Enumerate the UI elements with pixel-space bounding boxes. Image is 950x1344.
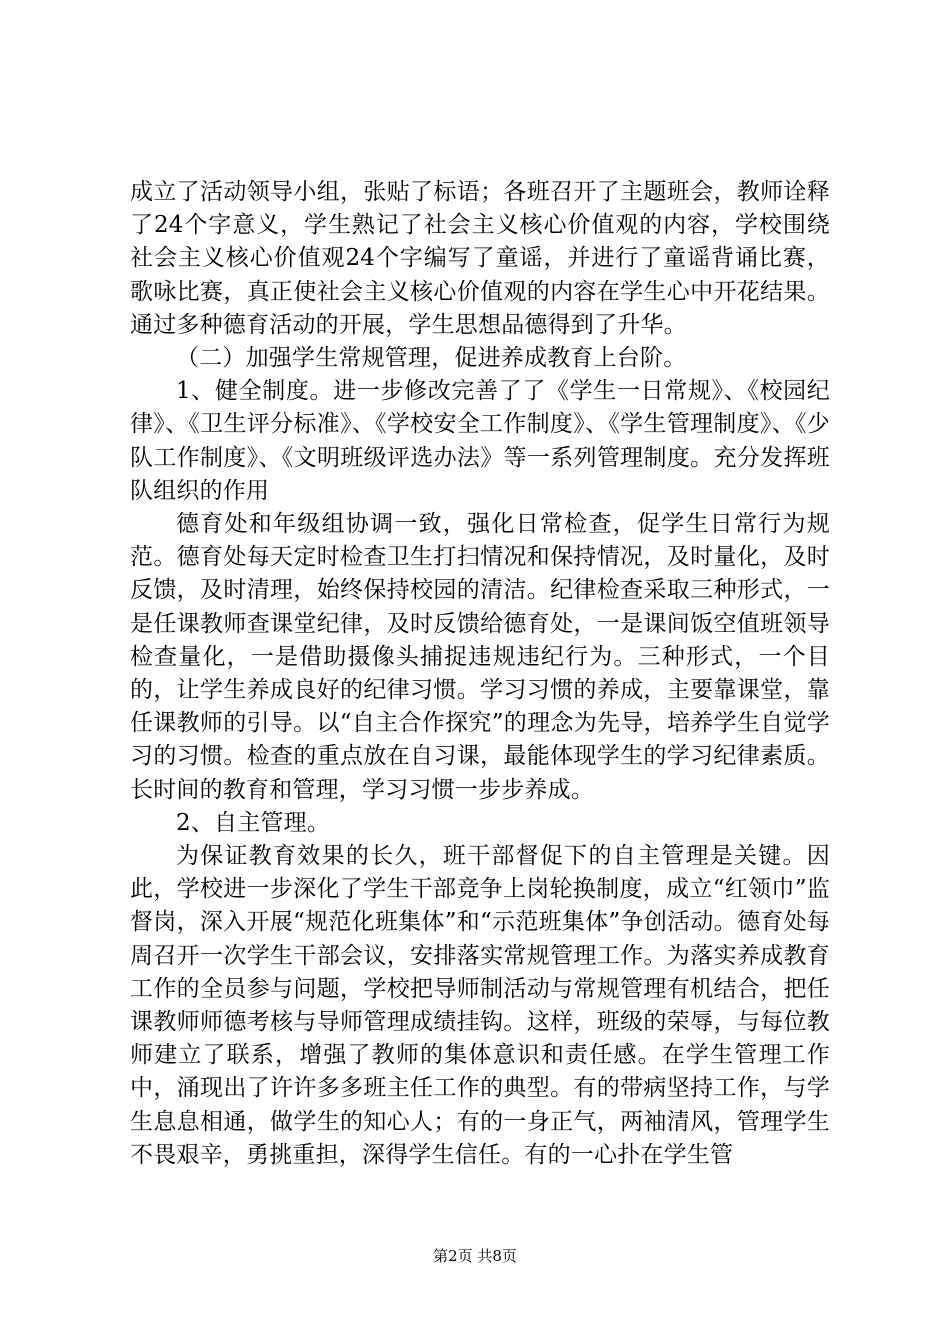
paragraph-1: 成立了活动领导小组，张贴了标语；各班召开了主题班会，教师诠释了24个字意义，学生熟记了社会主义核心价值观的内容，学校围绕社会主义核心价值观24个字编写了童谣，并进行了童谣背诵比赛，歌咏比赛，真正使社会主义核心价值观的内容在学生心中开花结果。通过多种德育活动的开展，学生思想品德得到了升华。 [130, 179, 830, 338]
paragraph-rules: 1、健全制度。进一步修改完善了了《学生一日常规》、《校园纪律》、《卫生评分标准》、《学校安全工作制度》、《学生管理制度》、《少队工作制度》、《文明班级评选办法》等一系列管理制度。充分发挥班队组织的作用 [130, 378, 830, 504]
section-heading-2: （二）加强学生常规管理，促进养成教育上台阶。 [176, 345, 687, 372]
paragraph-inspection: 德育处和年级组协调一致，强化日常检查，促学生日常行为规范。德育处每天定时检查卫生打扫情况和保持情况，及时量化，及时反馈，及时清理，始终保持校园的清洁。纪律检查采取三种形式，一是任课教师查课堂纪律，及时反馈给德育处，一是课间饭空值班领导检查量化，一是借助摄像头捕捉违规违纪行为。三种形式，一个目的，让学生养成良好的纪律习惯。学习习惯的养成，主要靠课堂，靠任课教师的引导。以“自主合作探究”的理念为先导，培养学生自觉学习的习惯。检查的重点放在自习课，最能体现学生的学习纪律素质。长时间的教育和管理，学习习惯一步步养成。 [130, 511, 830, 803]
document-body [130, 176, 830, 1172]
subheading-self-management: 2、自主管理。 [176, 809, 331, 836]
page-footer: 第2页 共8页 [433, 1247, 517, 1265]
paragraph-self-management: 为保证教育效果的长久，班干部督促下的自主管理是关键。因此，学校进一步深化了学生干部竞争上岗轮换制度，成立“红领巾”监督岗，深入开展“规范化班集体”和“示范班集体”争创活动。德育处每周召开一次学生干部会议，安排落实常规管理工作。为落实养成教育工作的全员参与问题，学校把导师制活动与常规管理有机结合，把任课教师师德考核与导师管理成绩挂钩。这样，班级的荣辱，与每位教师建立了联系，增强了教师的集体意识和责任感。在学生管理工作中，涌现出了许许多多班主任工作的典型。有的带病坚持工作，与学生息息相通，做学生的知心人；有的一身正气，两袖清风，管理学生不畏艰辛，勇挑重担，深得学生信任。有的一心扑在学生管 [130, 843, 830, 1168]
